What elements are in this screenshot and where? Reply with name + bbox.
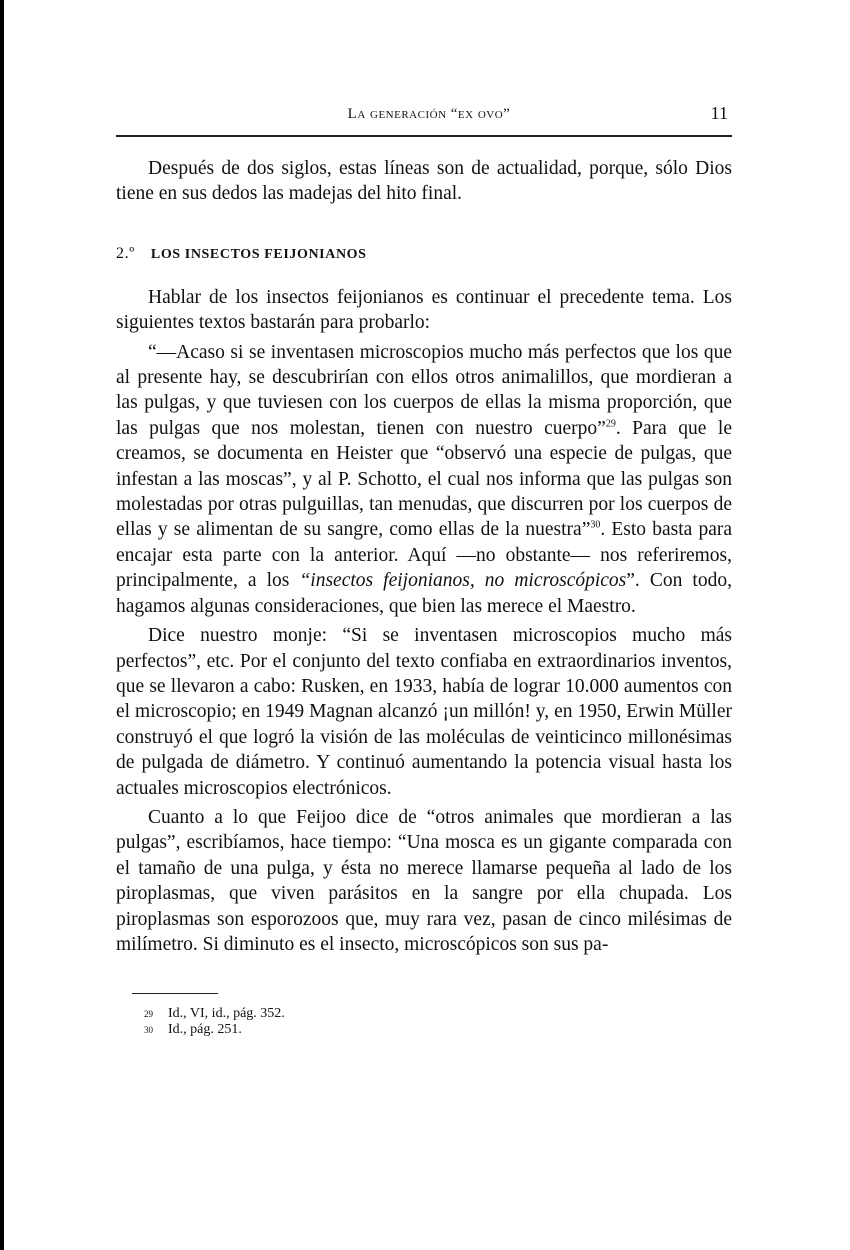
- footnote-ref-30[interactable]: 30: [590, 519, 601, 531]
- footnote-text: Id., pág. 251.: [168, 1022, 242, 1038]
- paragraph-3: Dice nuestro monje: “Si se inventasen microscopios mucho más perfectos”, etc. Por el conjunto del texto confiaba en extraordinarios inventos, que se llevaron a cabo: Rusken, en 1933, había de lograr 10.000 aumentos con el microscopio; en 1949 Magnan alcanzó ¡un millón! y, en 1950, Erwin Müller construyó el que logró la visión de las moléculas de veinticinco millonésimas de pulgada de diámetro. Y continuó aumentando la potencia visual hasta los actuales microscopios electrónicos.: [116, 625, 732, 799]
- footnote-mark: 29: [144, 1009, 153, 1020]
- book-page: [116, 100, 732, 1038]
- footnote-rule: [132, 993, 218, 994]
- section-body: [116, 285, 732, 958]
- paragraph-4: Cuanto a lo que Feijoo dice de “otros animales que mordieran a las pulgas”, escribíamos, hace tiempo: “Una mosca es un gigante comparada con el tamaño de una pulga, y ésta no merece llamarse pequeña al lado de los piroplasmas, que viven parásitos en la sangre por ella chupada. Los piroplasmas son esporozoos que, muy rara vez, pasan de cinco milésimas de milímetro. Si diminuto es el insecto, microscópicos son sus pa-: [116, 806, 732, 955]
- paragraph-2-text-b: . Para que le creamos, se documenta en Heister que “observó una especie de pulgas, que infestan a las moscas”, y al P. Schotto, el cual nos informa que las pulgas son molestadas por otras pulguillas, tan menudas, que discurren por los cuerpos de ellas y se alimentan de su sangre, como ellas de la nuestra”: [116, 417, 732, 541]
- intro-block: [116, 156, 732, 207]
- paragraph-2-quote: “—Acaso si se inventasen microscopios mucho más perfectos que los que al presente hay, se descubrirían con ellos otros animalillos, que mordieran a las pulgas, y que tuviesen con los cuerpos de ellas la misma proporción, que las pulgas que nos molestan, tienen con nuestro cuerpo”: [116, 341, 732, 439]
- paragraph-2-text-c: . Esto basta para encajar esta parte con la anterior. Aquí —no obstante— nos referiremos, principalmente, a los: [116, 519, 732, 592]
- paragraph-1: Hablar de los insectos feijonianos es continuar el precedente tema. Los siguientes textos bastarán para probarlo:: [116, 286, 732, 334]
- footnote-text: Id., VI, id., pág. 352.: [168, 1006, 285, 1022]
- footnote-30: [144, 1022, 732, 1038]
- paragraph-2-text-d: ”. Con todo, hagamos algunas consideraciones, que bien las merece el Maestro.: [116, 570, 732, 617]
- footnote-29: [144, 1006, 732, 1022]
- footnote-ref-29[interactable]: 29: [605, 418, 616, 430]
- intro-paragraph: Después de dos siglos, estas líneas son de actualidad, porque, sólo Dios tiene en sus dedos las madejas del hito final.: [116, 158, 732, 205]
- running-head-title: La generación “ex ovo”: [347, 106, 511, 122]
- section-number: 2.º: [116, 244, 135, 262]
- section-heading: [116, 245, 732, 263]
- section-title: LOS INSECTOS FEIJONIANOS: [150, 246, 367, 262]
- header-rule: [116, 135, 732, 137]
- footnotes: [144, 1006, 732, 1038]
- paragraph-2: [116, 340, 732, 619]
- scan-edge-border: [0, 0, 4, 1250]
- paragraph-2-italic: “insectos feijonianos, no microscópicos: [299, 570, 627, 592]
- running-head: [116, 100, 732, 130]
- page-number: 11: [710, 103, 728, 123]
- footnote-mark: 30: [144, 1025, 153, 1036]
